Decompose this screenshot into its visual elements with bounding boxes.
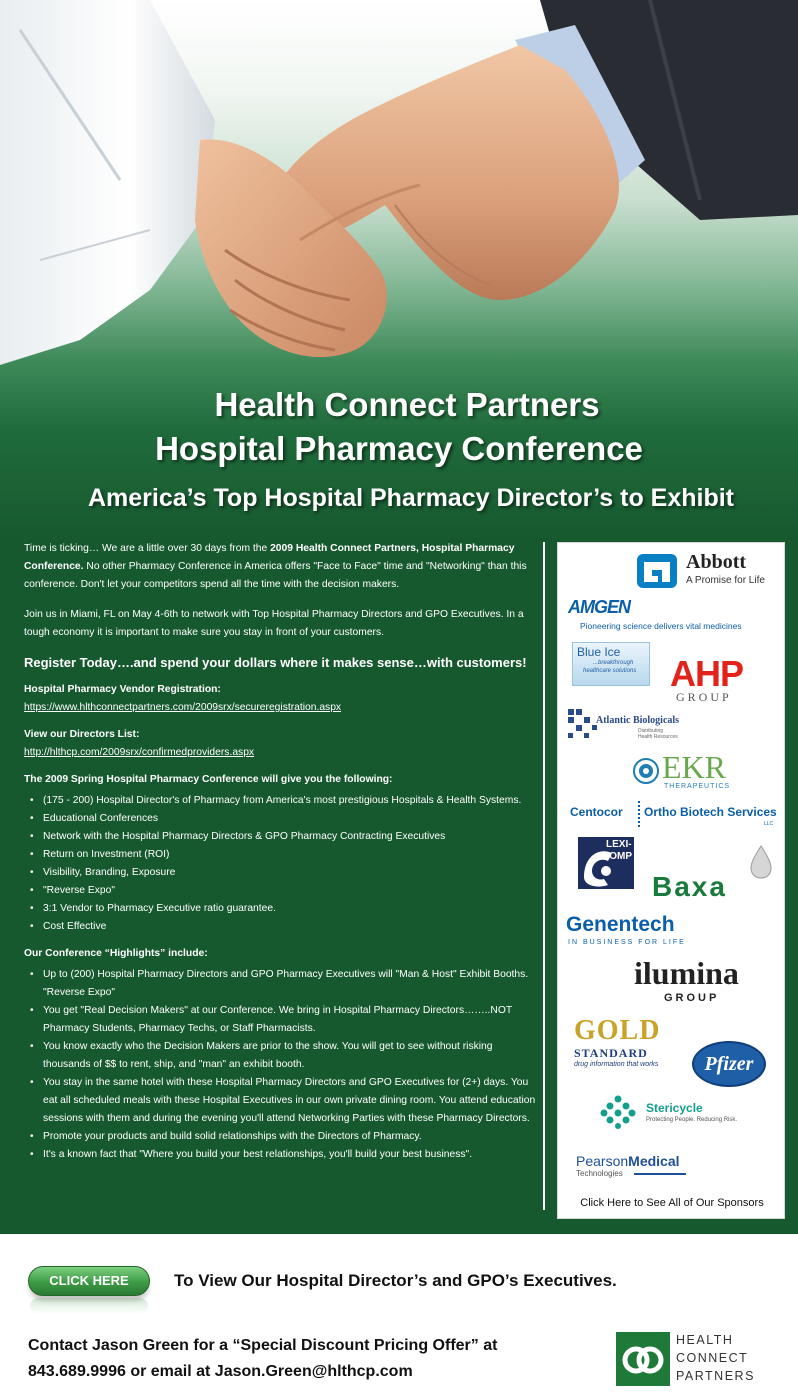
- column-divider: [543, 542, 545, 1210]
- list-item: • Return on Investment (ROI): [24, 846, 538, 864]
- blueice-tagline-2: healthcare solutions: [583, 668, 637, 674]
- abbott-logo-icon: [636, 553, 678, 589]
- click-here-button[interactable]: CLICK HERE: [28, 1266, 150, 1296]
- intro-paragraph-2: Join us in Miami, FL on May 4-6th to network with Top Hospital Pharmacy Directors and GPO Executives. In a tough economy it is important to make sure you stay in front of your customers.: [24, 609, 524, 638]
- content-body: [0, 540, 798, 1234]
- list-item: • You get "Real Decision Makers" at our Conference. We bring in Hospital Pharmacy Directors……..NOT Pharmacy Students, Pharmacy Techs, or Staff Pharmacists.: [24, 1002, 538, 1038]
- atlantic-tagline-2: Health Resources: [638, 734, 678, 740]
- centocor-name: Centocor: [570, 805, 623, 819]
- contact-info: [28, 1333, 497, 1385]
- highlights-heading: Our Conference “Highlights” include:: [24, 948, 208, 959]
- list-item: • Visibility, Branding, Exposure: [24, 864, 538, 882]
- pearson-name: Pearson: [576, 1153, 629, 1169]
- atlantic-tagline-1: Distributing: [638, 728, 664, 734]
- list-item: • It's a known fact that "Where you build your best relationships, you'll build your best business".: [24, 1146, 538, 1164]
- hero-banner: [0, 0, 798, 540]
- conference-subtitle: Hospital Pharmacy Conference: [155, 430, 643, 467]
- pearson-wordmark: [576, 1153, 680, 1169]
- sponsor-centocor-ortho[interactable]: [570, 801, 782, 831]
- ortho-llc: LLC: [764, 821, 774, 827]
- abbott-name: Abbott: [686, 551, 747, 573]
- ekr-subtitle: THERAPEUTICS: [664, 783, 731, 790]
- contact-line-1: Contact Jason Green for a “Special Discount Pricing Offer” at: [28, 1337, 498, 1354]
- list-item: • Up to (200) Hospital Pharmacy Directors and GPO Pharmacy Executives will "Man & Host" Exhibit Booths. "Reverse Expo": [24, 966, 538, 1002]
- list-item: • 3:1 Vendor to Pharmacy Executive ratio guarantee.: [24, 900, 538, 918]
- ortho-biotech-name: Ortho Biotech Services: [644, 805, 777, 819]
- baxa-drop-icon: [750, 845, 772, 879]
- sponsor-abbott[interactable]: [636, 551, 784, 591]
- pearson-medical: Medical: [628, 1153, 680, 1169]
- sponsor-pearson-medical[interactable]: [576, 1153, 706, 1183]
- sponsor-lexi-comp[interactable]: [578, 837, 636, 889]
- sponsor-pfizer[interactable]: [692, 1041, 766, 1087]
- abbott-tagline: A Promise for Life: [686, 575, 765, 586]
- benefits-list: [24, 792, 538, 936]
- main-text-column: [24, 540, 538, 1164]
- vendor-registration-link[interactable]: https://www.hlthconnectpartners.com/2009srx/secureregistration.aspx: [24, 702, 342, 713]
- amgen-tagline: Pioneering science delivers vital medicines: [580, 621, 742, 631]
- highlights-list: [24, 966, 538, 1164]
- stericycle-logo-icon: [600, 1095, 636, 1129]
- sponsor-ahp[interactable]: [670, 653, 770, 707]
- ekr-name: EKR: [662, 749, 726, 785]
- gold-tagline: drug information that works: [574, 1061, 659, 1068]
- sponsor-atlantic-biologicals[interactable]: [568, 709, 718, 743]
- genentech-tagline: IN BUSINESS FOR LIFE: [568, 939, 686, 946]
- lexi-top: LEXI-: [606, 839, 632, 850]
- stericycle-tagline: Protecting People. Reducing Risk.: [646, 1117, 738, 1123]
- sponsor-blue-ice[interactable]: [572, 642, 650, 686]
- sponsor-baxa[interactable]: [652, 845, 782, 905]
- blueice-tagline-1: ...breakthrough: [593, 660, 634, 666]
- cta-row: [0, 1262, 798, 1322]
- button-reflection: [30, 1298, 148, 1314]
- hcp-logo-icon: [616, 1332, 670, 1386]
- atlantic-name: Atlantic Biologicals: [596, 715, 680, 726]
- pearson-subtitle: Technologies: [576, 1169, 623, 1178]
- hcp-logo-line-2: CONNECT: [676, 1351, 749, 1365]
- directors-list-label: View our Directors List:: [24, 729, 140, 740]
- ilumina-name: ilumina: [634, 955, 739, 991]
- gold-standard: STANDARD: [574, 1046, 648, 1060]
- contact-line-2: 843.689.9996 or email at Jason.Green@hlthcp.com: [28, 1363, 413, 1380]
- list-item: • You stay in the same hotel with these Hospital Pharmacy Directors and GPO Executives for (2+) days. You eat all scheduled meals with these Hospital Executives in our own private dining room. You attend education sessions with them and during the evening you'll attend Networking Parties with these Pharmacy Directors.: [24, 1074, 538, 1128]
- hcp-logo-line-1: HEALTH: [676, 1333, 734, 1347]
- list-item: • Promote your products and build solid relationships with the Directors of Pharmacy.: [24, 1128, 538, 1146]
- ilumina-group: GROUP: [664, 992, 720, 1004]
- sponsor-stericycle[interactable]: [600, 1095, 780, 1129]
- atlantic-logo-icon: [568, 709, 598, 739]
- sponsor-gold-standard[interactable]: [574, 1015, 684, 1075]
- list-item: • Network with the Hospital Pharmacy Directors & GPO Pharmacy Contracting Executives: [24, 828, 538, 846]
- ekr-logo-icon: [632, 757, 660, 785]
- see-all-sponsors-link[interactable]: Click Here to See All of Our Sponsors: [580, 1197, 764, 1209]
- baxa-name: Baxa: [652, 871, 727, 902]
- ahp-name: AHP: [670, 653, 744, 694]
- intro-paragraph-1: Time is ticking… We are a little over 30 days from the 2009 Health Connect Partners, Hospital Pharmacy Conference. No other Pharmacy Conference in America offers "Face to Face" time and "Networking" than this conference. Don't let your competitors spend all the time with the decision makers.: [24, 543, 527, 590]
- stericycle-name: Stericycle: [646, 1101, 703, 1115]
- hcp-logo-text: [676, 1331, 755, 1385]
- vendor-registration-label: Hospital Pharmacy Vendor Registration:: [24, 684, 221, 695]
- sponsor-ilumina[interactable]: [634, 955, 774, 1009]
- ahp-group: G R O U P: [676, 690, 729, 704]
- sponsors-panel[interactable]: [557, 542, 785, 1219]
- view-directors-text: To View Our Hospital Director’s and GPO’s Executives.: [174, 1271, 617, 1290]
- handshake-image: [0, 0, 798, 380]
- gold-name: GOLD: [574, 1015, 661, 1046]
- health-connect-partners-logo: [616, 1330, 776, 1388]
- list-item: • You know exactly who the Decision Makers are prior to the show. You will get to see without risking thousands of $$ to rent, ship, and "man" an exhibit booth.: [24, 1038, 538, 1074]
- directors-list-link[interactable]: http://hlthcp.com/2009srx/confirmedproviders.aspx: [24, 747, 255, 758]
- blueice-name: Blue Ice: [577, 645, 621, 659]
- amgen-name: AMGEN: [568, 597, 630, 617]
- register-callout: Register Today….and spend your dollars where it makes sense…with customers!: [24, 655, 527, 670]
- genentech-name: Genentech: [566, 913, 675, 936]
- lexi-bottom: COMP: [602, 851, 632, 862]
- sponsor-genentech[interactable]: [566, 915, 726, 951]
- hcp-logo-line-3: PARTNERS: [676, 1369, 755, 1383]
- list-item: • Cost Effective: [24, 918, 538, 936]
- list-item: • (175 - 200) Hospital Director's of Pharmacy from America's most prestigious Hospitals & Health Systems.: [24, 792, 538, 810]
- benefits-heading: The 2009 Spring Hospital Pharmacy Conference will give you the following:: [24, 774, 393, 785]
- sponsor-amgen[interactable]: [568, 597, 782, 633]
- conference-title: Health Connect Partners: [214, 386, 600, 423]
- sponsor-ekr[interactable]: [632, 749, 772, 795]
- pfizer-name: Pfizer: [704, 1053, 754, 1075]
- list-item: • Educational Conferences: [24, 810, 538, 828]
- list-item: • "Reverse Expo": [24, 882, 538, 900]
- tagline: America’s Top Hospital Pharmacy Director’s to Exhibit: [87, 484, 734, 512]
